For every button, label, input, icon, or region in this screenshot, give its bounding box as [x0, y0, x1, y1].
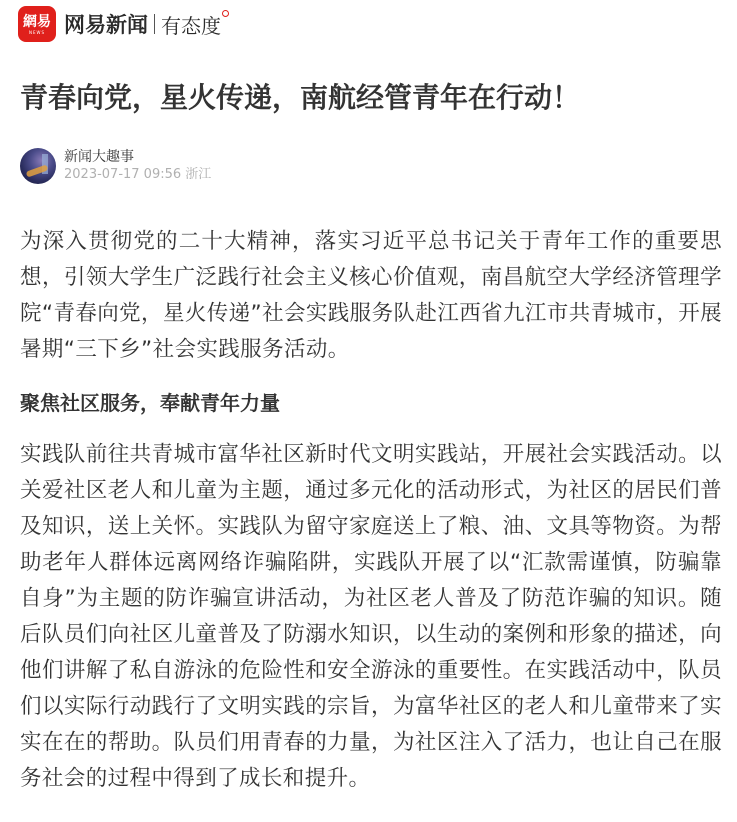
publish-meta: 2023-07-17 09:56 浙江	[64, 167, 212, 182]
section-paragraph: 实践队前往共青城市富华社区新时代文明实践站，开展社会实践活动。以关爱社区老人和儿童为主题，通过多元化的活动形式，为社区的居民们普及知识，送上关怀。实践队为留守家庭送上了粮、油、文具等物资。为帮助老年人群体远离网络诈骗陷阱，实践队开展了以“汇款需谨慎，防骗靠自身”为主题的防诈骗宣讲活动，为社区老人普及了防范诈骗的知识。随后队员们向社区儿童普及了防溺水知识，以生动的案例和形象的描述，向他们讲解了私自游泳的危险性和安全游泳的重要性。在实践活动中，队员们以实际行动践行了文明实践的宗旨，为富华社区的老人和儿童带来了实实在在的帮助。队员们用青春的力量，为社区注入了活力，也让自己在服务社会的过程中得到了成长和提升。	[20, 442, 722, 791]
degree-dot-icon	[222, 10, 229, 17]
article-body	[20, 224, 722, 797]
site-header	[18, 6, 221, 42]
intro-paragraph: 为深入贯彻党的二十大精神，落实习近平总书记关于青年工作的重要思想，引领大学生广泛践行社会主义核心价值观，南昌航空大学经济管理学院“青春向党，星火传递”社会实践服务队赴江西省九江市共青城市，开展暑期“三下乡”社会实践服务活动。	[20, 229, 722, 362]
avatar-light-shape	[26, 164, 49, 177]
brand-divider	[154, 14, 155, 34]
author-avatar[interactable]	[20, 148, 56, 184]
brand-slogan	[161, 10, 221, 39]
article-title: 青春向党，星火传递，南航经管青年在行动！	[20, 81, 581, 114]
section-heading: 聚焦社区服务，奉献青年力量	[20, 391, 280, 415]
author-name[interactable]: 新闻大趣事	[64, 149, 134, 165]
author-block	[20, 148, 211, 184]
author-info	[64, 148, 211, 184]
logo-text-cn: 網易	[23, 13, 51, 30]
netease-news-logo-icon[interactable]	[18, 6, 56, 42]
brand-name[interactable]: 网易新闻	[64, 13, 148, 37]
logo-text-en: NEWS	[28, 29, 45, 35]
brand-slogan-text: 有态度	[161, 13, 221, 38]
